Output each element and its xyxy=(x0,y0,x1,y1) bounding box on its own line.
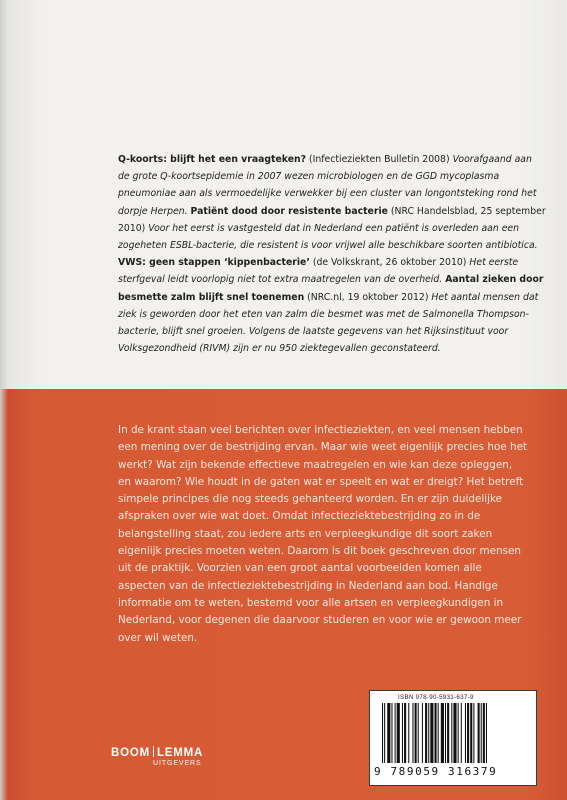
news-quotes xyxy=(118,151,546,357)
quote-headline: Patiënt dood door resistente bacterie xyxy=(190,205,388,217)
spine-shadow xyxy=(0,0,8,800)
quote-text: Het eerste sterfgeval leidt voorlopig niet tot extra maatregelen van de overheid. xyxy=(118,257,519,286)
quote-source: (NRC Handelsblad, 25 september 2010) xyxy=(118,205,546,234)
barcode-icon xyxy=(380,703,526,765)
quote-headline: Aantal zieken door besmette zalm blijft snel toenemen xyxy=(118,274,544,303)
quote-text: Voorafgaand aan de grote Q-koortsepidemie in 2007 wezen microbiologen en de GGD mycoplasma pneumoniae aan als vermoedelijke verwekker bij een cluster van longontsteking rond het dorpje Herpen. xyxy=(118,154,537,217)
quote-text: Het aantal mensen dat ziek is geworden door het eten van zalm die besmet was met de Salmonella Thompson-bacterie, blijft snel groeien. Volgens de laatste gegevens van het Rijksinstituut voor Volksgezondheid (RIVM) zijn er nu 950 ziektegevallen geconstateerd. xyxy=(118,291,539,355)
isbn-label: ISBN 978-90-5931-637-9 xyxy=(398,694,474,701)
quote-source: (NRC.nl, 19 oktober 2012) xyxy=(304,291,432,303)
publisher-name-right: LEMMA xyxy=(156,747,204,759)
quote-headline: VWS: geen stappen ‘kippenbacterie’ xyxy=(118,257,310,269)
quote-text: Voor het eerst is vastgesteld dat in Nederland een patiënt is overleden aan een zogeheten ESBL-bacterie, die resistent is voor vrijwel alle beschikbare soorten antibiotica. xyxy=(118,222,538,252)
publisher-name-left: BOOM xyxy=(111,747,150,759)
barcode-digits: 9 789059 316379 xyxy=(374,765,498,778)
quote-source: (Infectieziekten Bulletin 2008) xyxy=(306,154,453,165)
barcode-box xyxy=(369,690,537,786)
quote-source: (de Volkskrant, 26 oktober 2010) xyxy=(309,257,470,269)
publisher-subtitle: UITGEVERS xyxy=(153,760,202,767)
publisher-logo xyxy=(111,746,203,767)
back-cover-blurb: In de krant staan veel berichten over infectieziekten, en veel mensen hebben een mening over de bestrijding ervan. Maar wie weet eigenlijk precies hoe het werkt? Wat zijn bekende effectieve maatregelen en wie kan deze opleggen, en waarom? Wie houdt in de gaten wat er speelt en wat er dreigt? Het betreft simpele principes die nog steeds gehanteerd worden. En er zijn duidelijke afspraken over wie wat doet. Omdat infectieziektebestrijding zo in de belangstelling staat, zou iedere arts en verpleegkundige dit soort zaken eigenlijk precies moeten weten. Daarom is dit boek geschreven door mensen uit de praktijk. Voorzien van een groot aantal voorbeelden komen alle aspecten van de infectieziektebestrijding in Nederland aan bod. Handige informatie om te weten, bestemd voor alle artsen en verpleegkundigen in Nederland, voor degenen die daarvoor studeren en voor wie er gewoon meer over wil weten. xyxy=(118,424,528,644)
quote-headline: Q-koorts: blijft het een vraagteken? xyxy=(118,154,307,165)
